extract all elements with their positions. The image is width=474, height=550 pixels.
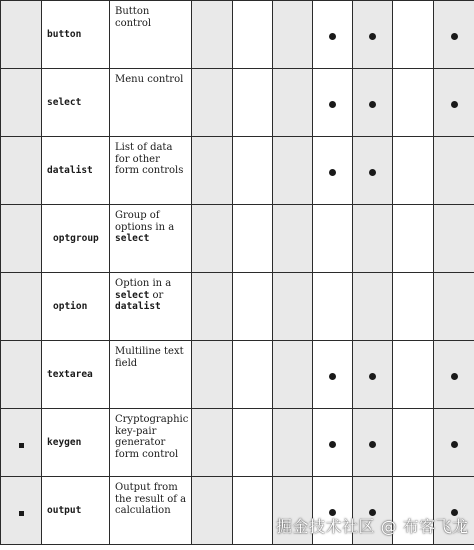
element-tag: keygen bbox=[47, 437, 82, 448]
square-bullet-icon bbox=[19, 511, 24, 516]
filled-circle-icon bbox=[451, 373, 458, 380]
description-text: Multiline text field bbox=[115, 346, 184, 369]
element-name-cell bbox=[42, 69, 110, 137]
filled-circle-icon bbox=[451, 441, 458, 448]
support-cell bbox=[313, 69, 353, 137]
description-text: or bbox=[149, 289, 164, 301]
table-row bbox=[1, 137, 474, 205]
description-text: Output from the result of a calculation bbox=[115, 482, 187, 516]
description-cell bbox=[110, 69, 192, 137]
table-row bbox=[1, 1, 474, 69]
description-text: Option in a bbox=[115, 278, 172, 289]
marker-cell bbox=[1, 477, 42, 545]
element-description bbox=[110, 273, 191, 313]
marker-cell bbox=[1, 1, 42, 69]
element-description bbox=[110, 477, 191, 517]
support-cell bbox=[434, 137, 474, 205]
table-body bbox=[1, 1, 474, 545]
marker-cell bbox=[1, 137, 42, 205]
support-cell bbox=[353, 205, 393, 273]
description-cell bbox=[110, 205, 192, 273]
support-cell bbox=[192, 69, 233, 137]
support-cell bbox=[313, 409, 353, 477]
description-cell bbox=[110, 477, 192, 545]
support-cell bbox=[434, 1, 474, 69]
filled-circle-icon bbox=[329, 441, 336, 448]
support-cell bbox=[192, 409, 233, 477]
marker-cell bbox=[1, 273, 42, 341]
support-cell bbox=[273, 341, 313, 409]
element-tag: datalist bbox=[47, 165, 93, 176]
support-cell bbox=[273, 273, 313, 341]
support-cell bbox=[393, 1, 434, 69]
element-description bbox=[110, 69, 191, 86]
support-cell bbox=[393, 69, 434, 137]
support-cell bbox=[313, 273, 353, 341]
support-cell bbox=[353, 69, 393, 137]
support-cell bbox=[353, 273, 393, 341]
description-text: Menu control bbox=[115, 74, 184, 85]
support-cell bbox=[434, 205, 474, 273]
table-row bbox=[1, 273, 474, 341]
support-cell bbox=[353, 409, 393, 477]
filled-circle-icon bbox=[329, 101, 336, 108]
filled-circle-icon bbox=[329, 33, 336, 40]
table-row bbox=[1, 409, 474, 477]
marker-cell bbox=[1, 409, 42, 477]
support-cell bbox=[233, 341, 273, 409]
support-cell bbox=[233, 273, 273, 341]
table-row bbox=[1, 69, 474, 137]
description-text: Group of options in a bbox=[115, 210, 175, 233]
description-text: Cryptographic key-pair generator form control bbox=[115, 414, 189, 460]
support-cell bbox=[313, 1, 353, 69]
description-code: select bbox=[115, 289, 150, 301]
filled-circle-icon bbox=[329, 373, 336, 380]
support-cell bbox=[353, 1, 393, 69]
support-cell bbox=[273, 69, 313, 137]
description-cell bbox=[110, 409, 192, 477]
filled-circle-icon bbox=[369, 373, 376, 380]
support-cell bbox=[192, 341, 233, 409]
marker-cell bbox=[1, 205, 42, 273]
support-cell bbox=[273, 409, 313, 477]
element-description bbox=[110, 137, 191, 177]
element-tag: button bbox=[47, 29, 82, 40]
support-cell bbox=[233, 1, 273, 69]
element-tag: option bbox=[53, 301, 88, 312]
element-tag: textarea bbox=[47, 369, 93, 380]
filled-circle-icon bbox=[451, 33, 458, 40]
support-cell bbox=[192, 273, 233, 341]
support-cell bbox=[313, 137, 353, 205]
description-cell bbox=[110, 137, 192, 205]
description-cell bbox=[110, 341, 192, 409]
element-tag: optgroup bbox=[53, 233, 99, 244]
support-cell bbox=[192, 205, 233, 273]
table-row bbox=[1, 205, 474, 273]
filled-circle-icon bbox=[451, 101, 458, 108]
description-text: Button control bbox=[115, 6, 152, 29]
support-cell bbox=[192, 477, 233, 545]
element-name-cell bbox=[42, 273, 110, 341]
support-cell bbox=[353, 341, 393, 409]
support-cell bbox=[393, 341, 434, 409]
filled-circle-icon bbox=[369, 33, 376, 40]
description-cell bbox=[110, 273, 192, 341]
marker-cell bbox=[1, 69, 42, 137]
marker-cell bbox=[1, 341, 42, 409]
element-name-cell bbox=[42, 1, 110, 69]
description-text: List of data for other form controls bbox=[115, 142, 184, 176]
element-description bbox=[110, 1, 191, 29]
description-code: datalist bbox=[115, 301, 161, 312]
element-description bbox=[110, 341, 191, 369]
support-cell bbox=[192, 137, 233, 205]
element-tag: output bbox=[47, 505, 82, 516]
support-cell bbox=[434, 409, 474, 477]
support-cell bbox=[233, 477, 273, 545]
element-name-cell bbox=[42, 205, 110, 273]
support-cell bbox=[273, 1, 313, 69]
support-cell bbox=[393, 273, 434, 341]
square-bullet-icon bbox=[19, 443, 24, 448]
support-cell bbox=[273, 137, 313, 205]
element-description bbox=[110, 205, 191, 245]
support-cell bbox=[233, 69, 273, 137]
element-tag: select bbox=[47, 97, 82, 108]
filled-circle-icon bbox=[329, 169, 336, 176]
element-name-cell bbox=[42, 137, 110, 205]
filled-circle-icon bbox=[369, 169, 376, 176]
element-description bbox=[110, 409, 191, 460]
watermark: 掘金技术社区 @ 布客飞龙 bbox=[276, 517, 469, 536]
support-cell bbox=[192, 1, 233, 69]
support-cell bbox=[393, 137, 434, 205]
support-cell bbox=[273, 205, 313, 273]
filled-circle-icon bbox=[369, 101, 376, 108]
element-name-cell bbox=[42, 409, 110, 477]
support-cell bbox=[393, 409, 434, 477]
description-cell bbox=[110, 1, 192, 69]
support-cell bbox=[353, 137, 393, 205]
support-cell bbox=[434, 341, 474, 409]
element-name-cell bbox=[42, 341, 110, 409]
support-cell bbox=[434, 273, 474, 341]
table-row bbox=[1, 341, 474, 409]
support-cell bbox=[434, 69, 474, 137]
support-cell bbox=[233, 137, 273, 205]
support-cell bbox=[313, 205, 353, 273]
filled-circle-icon bbox=[369, 441, 376, 448]
support-cell bbox=[313, 341, 353, 409]
description-code: select bbox=[115, 233, 150, 244]
element-name-cell bbox=[42, 477, 110, 545]
support-cell bbox=[393, 205, 434, 273]
support-cell bbox=[233, 205, 273, 273]
support-cell bbox=[233, 409, 273, 477]
